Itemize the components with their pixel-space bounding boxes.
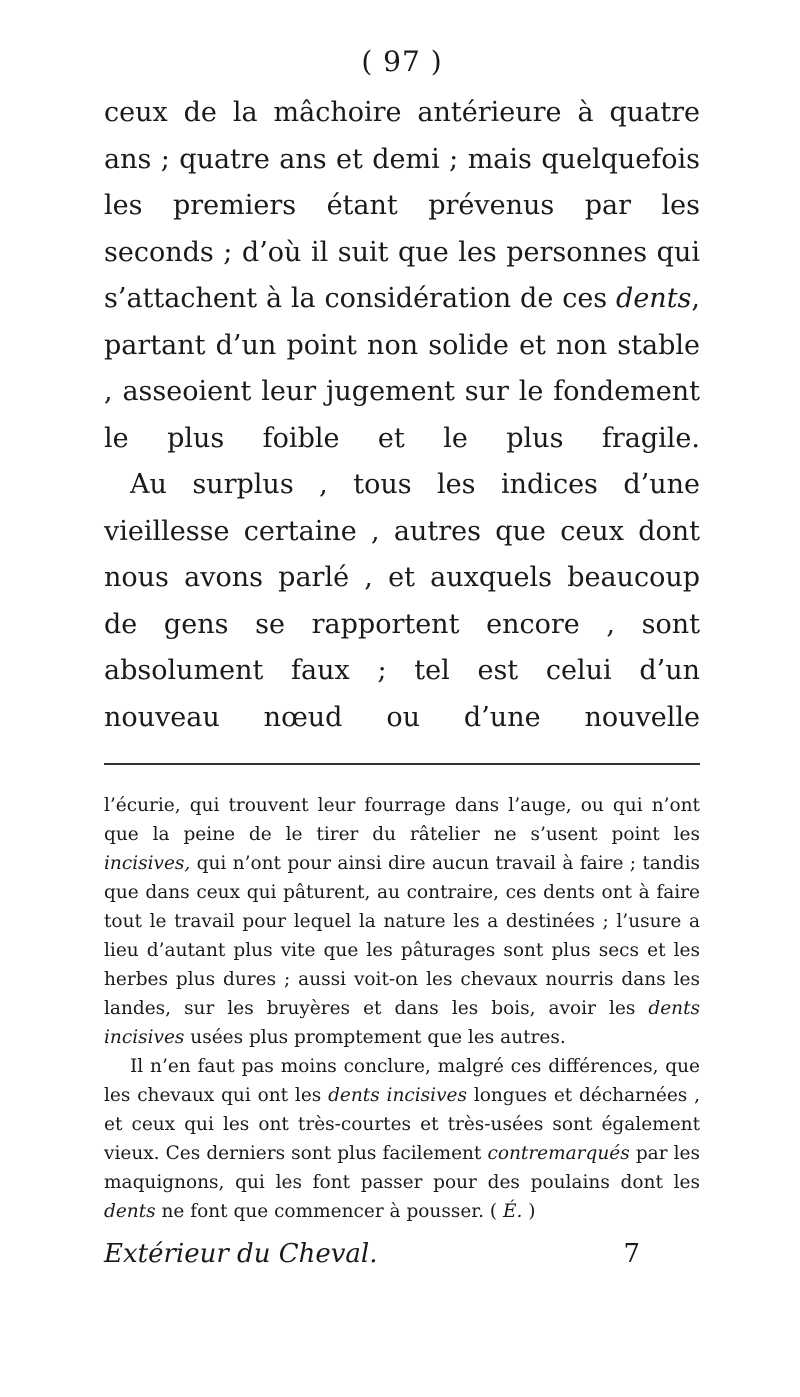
paragraph-1: ceux de la mâchoire antérieure à quatre ans ; quatre ans et demi ; mais quelquefois les premiers étant prévenus par les seconds ; d’où il suit que les personnes qui s’attachent à la considération de ces dents, partant d’un point non solide et non stable , asseoient leur jugement sur le fondement le plus foible et le plus fragile.: [104, 97, 700, 454]
signature-title: Extérieur du Cheval.: [104, 1239, 378, 1269]
signature-mark: 7: [623, 1239, 640, 1269]
main-text: [104, 90, 700, 741]
paragraph-2: Au surplus , tous les indices d’une vieillesse certaine , autres que ceux dont nous avons parlé , et auxquels beaucoup de gens se rapportent encore , sont absolument faux ; tel est celui d’un nouveau nœud ou d’une nouvelle: [104, 469, 700, 733]
footnote-paragraph-2: Il n’en faut pas moins conclure, malgré ces différences, que les chevaux qui ont les dents incisives longues et décharnées , et ceux qui les ont très-courtes et très-usées sont également vieux. Ces derniers sont plus facilement contremarqués par les maquignons, qui les font passer pour des poulains dont les dents ne font que commencer à pousser. ( É. ): [104, 1056, 700, 1222]
page-number: ( 97 ): [361, 45, 443, 78]
footnote: [104, 791, 700, 1226]
footnote-separator: [104, 763, 700, 765]
page-footer: [104, 1238, 700, 1270]
footnote-paragraph-1: l’écurie, qui trouvent leur fourrage dans l’auge, ou qui n’ont que la peine de le tirer du râtelier ne s’usent point les incisives, qui n’ont pour ainsi dire aucun travail à faire ; tandis que dans ceux qui pâturent, au contraire, ces dents ont à faire tout le travail pour lequel la nature les a destinées ; l’usure a lieu d’autant plus vite que les pâturages sont plus secs et les herbes plus dures ; aussi voit-on les chevaux nourris dans les landes, sur les bruyères et dans les bois, avoir les dents incisives usées plus promptement que les autres.: [104, 795, 700, 1048]
italic-term: dents: [616, 283, 692, 314]
